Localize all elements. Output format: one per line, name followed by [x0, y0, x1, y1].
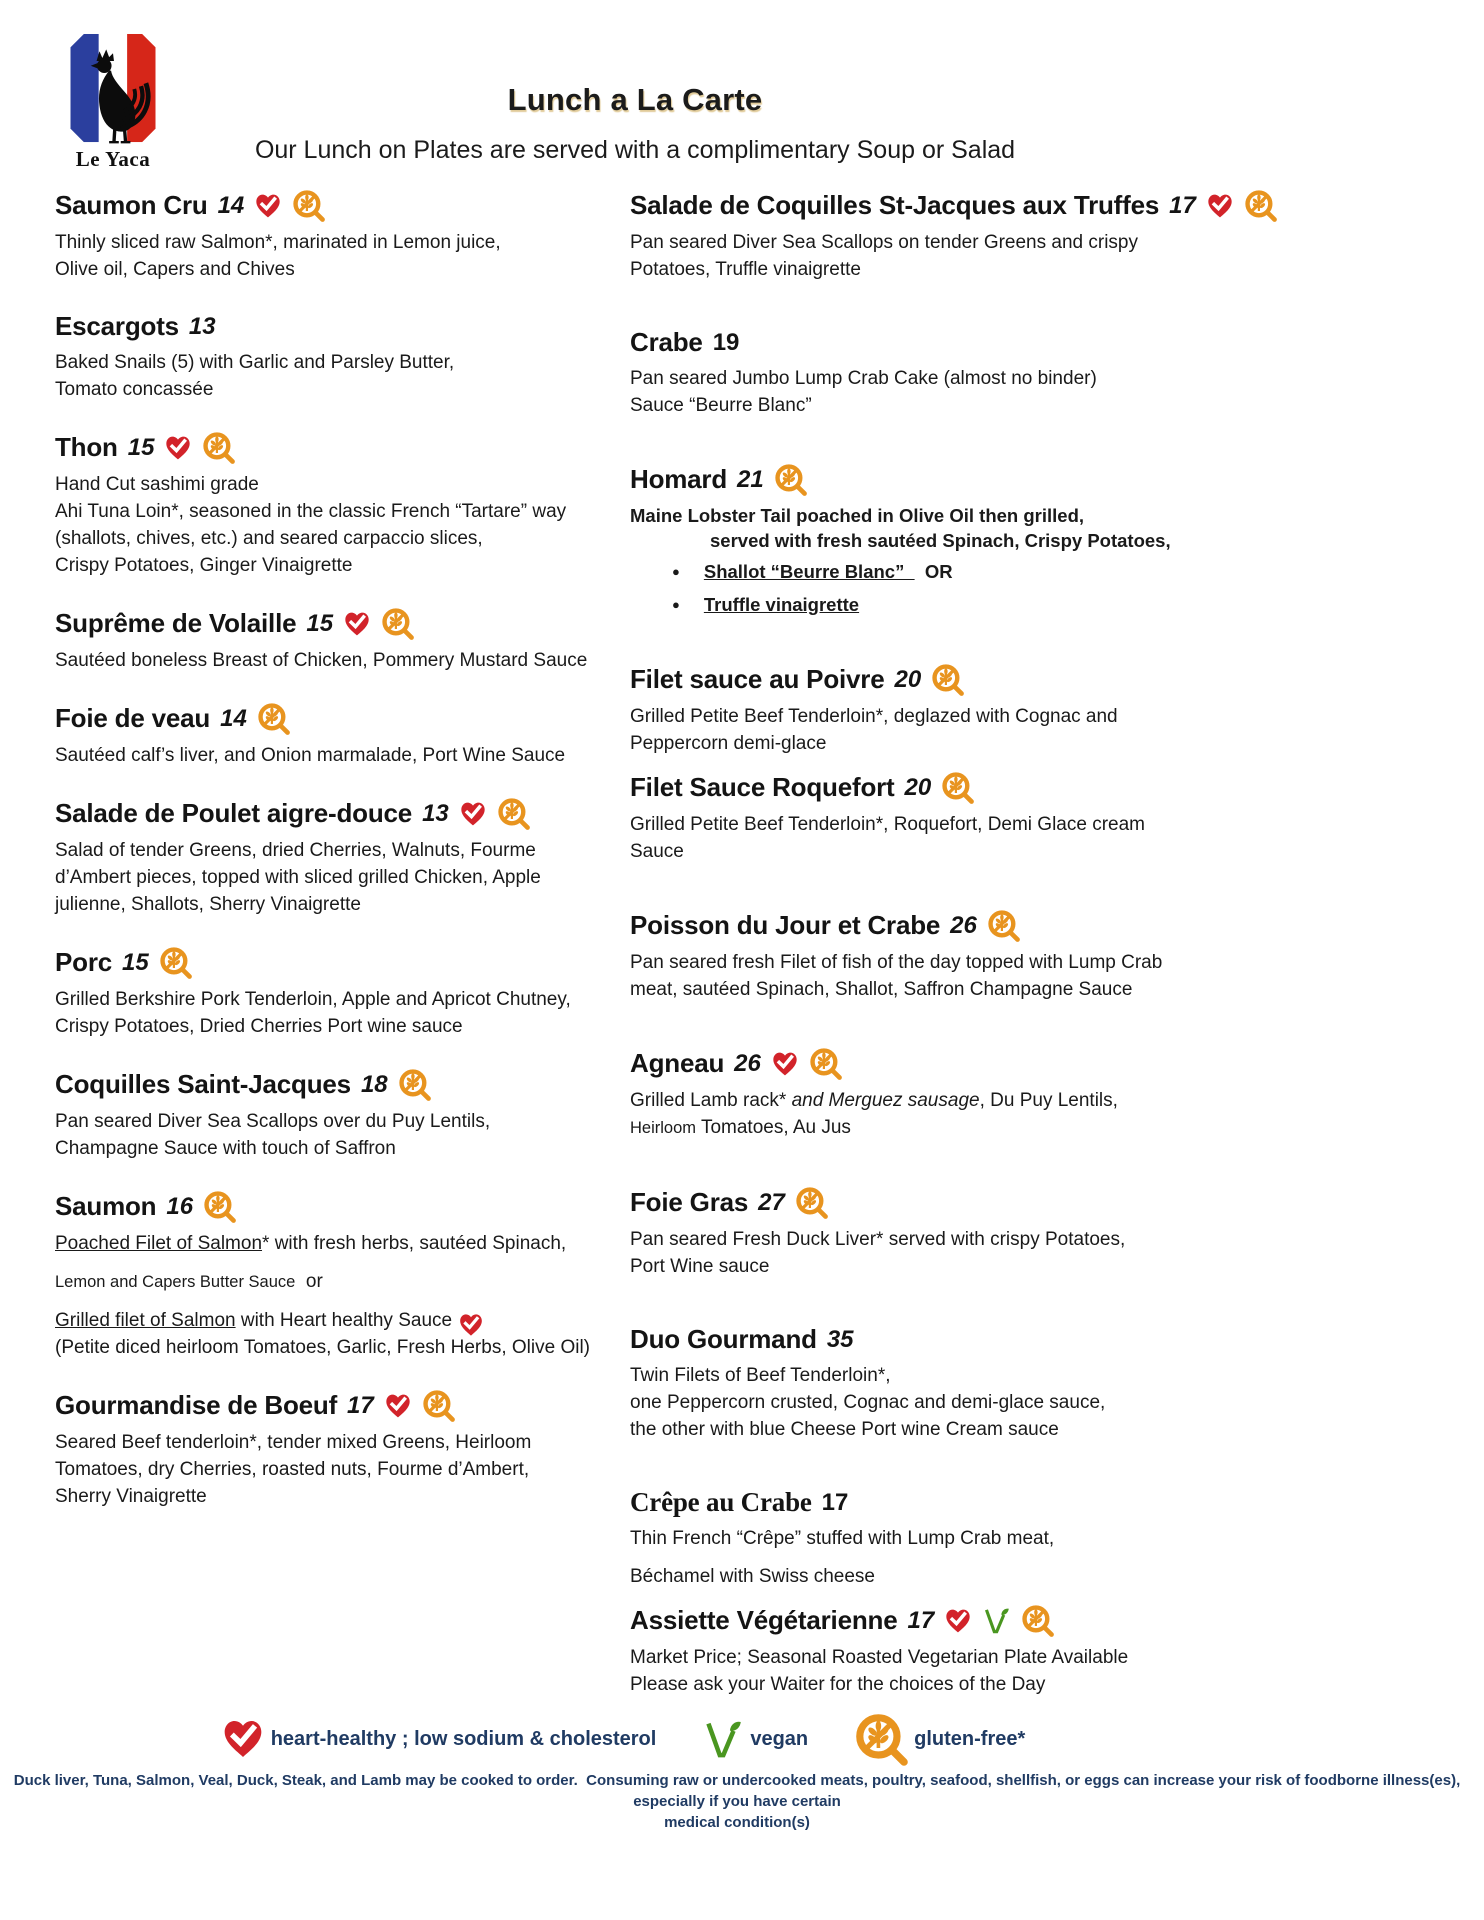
- item-price: 15: [122, 948, 149, 976]
- description-line: [55, 891, 630, 918]
- description-text: Pan seared Diver Sea Scallops on tender Greens and crispy: [630, 232, 1138, 253]
- item-name: Homard: [630, 464, 728, 494]
- description-text: Tomato concassée: [55, 379, 214, 400]
- description-line: [55, 647, 630, 674]
- item-header: [630, 663, 1280, 696]
- description-text: ● Shallot “Beurre Blanc”: [703, 561, 915, 582]
- description-line: [55, 376, 630, 403]
- gluten-free-icon: [381, 607, 414, 640]
- item-name: Escargots: [55, 311, 179, 341]
- description-text: Pan seared Diver Sea Scallops over du Puy Lentils,: [55, 1111, 491, 1132]
- description-text: Olive oil, Capers and Chives: [55, 259, 295, 280]
- description-line: [630, 256, 1280, 283]
- description-line: [55, 837, 630, 864]
- gluten-free-icon: [202, 431, 235, 464]
- gluten-free-icon: [422, 1389, 455, 1422]
- description-line: [55, 1429, 630, 1456]
- description-text: Thin French “Crêpe” stuffed with Lump Crab meat,: [630, 1528, 1055, 1549]
- heart-healthy-label: heart-healthy ; low sodium & cholesterol: [270, 1727, 657, 1750]
- menu-column-right: [630, 189, 1280, 1698]
- item-description: [630, 811, 1280, 865]
- item-name: Filet Sauce Roquefort: [630, 772, 895, 802]
- description-line: [630, 1525, 1280, 1552]
- item-price: 19: [712, 328, 740, 356]
- description-text: Poached Filet of Salmon: [55, 1233, 263, 1254]
- description-text: Potatoes, Truffle vinaigrette: [630, 259, 861, 280]
- item-price: 17: [907, 1606, 935, 1634]
- description-line: [55, 525, 630, 552]
- description-line: [55, 229, 630, 256]
- item-description: [55, 837, 630, 918]
- menu-item-saumon: [55, 1190, 630, 1361]
- page-subtitle: Our Lunch on Plates are served with a complimentary Soup or Salad: [254, 136, 1016, 164]
- description-text: and Merguez sausage: [791, 1090, 980, 1111]
- gluten-free-icon: [292, 189, 325, 222]
- item-name: Salade de Poulet aigre-douce: [55, 798, 413, 828]
- menu-item-crepe-au-crabe: [630, 1487, 1280, 1590]
- description-line: [55, 256, 630, 283]
- description-line: [55, 1483, 630, 1510]
- description-text: Salad of tender Greens, dried Cherries, Walnuts, Fourme: [55, 840, 536, 861]
- item-description: [55, 986, 630, 1040]
- item-price: 21: [737, 465, 764, 493]
- disclaimer-line-2: medical condition(s): [664, 1814, 810, 1831]
- description-text: ● Truffle vinaigrette: [703, 594, 860, 615]
- menu-item-salade-de-poulet-aigre-douce: [55, 797, 630, 918]
- menu-item-escargots: [55, 311, 630, 403]
- description-text: Maine Lobster Tail poached in Olive Oil then grilled,: [630, 505, 1085, 526]
- description-text: served with fresh sautéed Spinach, Crispy Potatoes,: [710, 530, 1171, 551]
- menu-item-filet-sauce-au-poivre: [630, 663, 1280, 757]
- dietary-legend: [0, 1712, 1240, 1766]
- menu-item-coquilles-saint-jacques: [55, 1068, 630, 1162]
- item-price: 17: [1169, 191, 1196, 219]
- description-line: [630, 528, 1280, 553]
- item-description: [55, 742, 630, 769]
- menu-item-assiette-vegetarienne: [630, 1604, 1280, 1698]
- item-name: Saumon: [55, 1191, 157, 1221]
- description-text: (shallots, chives, etc.) and seared carpaccio slices,: [55, 528, 483, 549]
- item-header: [55, 1190, 630, 1223]
- item-price: 15: [306, 609, 334, 637]
- item-description: [630, 1362, 1280, 1443]
- item-name: Poisson du Jour et Crabe: [630, 910, 941, 940]
- gluten-free-icon: [795, 1186, 828, 1219]
- item-description: [55, 1230, 630, 1361]
- description-line: [55, 1135, 630, 1162]
- description-text: * with fresh herbs, sautéed Spinach,: [262, 1233, 567, 1254]
- description-text: julienne, Shallots, Sherry Vinaigrette: [55, 894, 361, 915]
- item-price: 13: [188, 312, 216, 340]
- item-header: [55, 431, 630, 464]
- item-price: 13: [422, 799, 449, 827]
- description-line: [630, 1644, 1280, 1671]
- item-name: Thon: [55, 432, 118, 462]
- disclaimer-line-1: Duck liver, Tuna, Salmon, Veal, Duck, Steak, and Lamb may be cooked to order. Consuming raw or undercooked meats, poultry, seafood, shellfish, or eggs can increase your risk of foodborne illness(es), especially if you have certain: [13, 1772, 1461, 1810]
- item-header: [630, 909, 1280, 942]
- item-description: [55, 229, 630, 283]
- item-description: [630, 1226, 1280, 1280]
- description-line: [630, 1563, 1280, 1590]
- description-text: Béchamel with Swiss cheese: [630, 1566, 875, 1587]
- item-description: [630, 703, 1280, 757]
- description-text: Sherry Vinaigrette: [55, 1486, 207, 1507]
- item-header: [630, 771, 1280, 804]
- menu-footer: [0, 1712, 1484, 1833]
- description-text: Pan seared Jumbo Lump Crab Cake (almost no binder): [630, 368, 1097, 389]
- vegan-label: vegan: [750, 1727, 809, 1750]
- gluten-free-icon: [987, 909, 1020, 942]
- vegan-icon: [982, 1606, 1011, 1635]
- menu-item-agneau: [630, 1047, 1280, 1142]
- description-text: Grilled Berkshire Pork Tenderloin, Apple and Apricot Chutney,: [55, 989, 571, 1010]
- heart-healthy-icon: [458, 1312, 484, 1338]
- description-line: [55, 1307, 630, 1334]
- item-description: [55, 349, 630, 403]
- description-text: Tomatoes, dry Cherries, roasted nuts, Fourme d’Ambert,: [55, 1459, 530, 1480]
- menu-item-porc: [55, 946, 630, 1040]
- heart-healthy-icon: [384, 1392, 412, 1420]
- description-line: [55, 1268, 630, 1296]
- description-text: Lemon and Capers Butter Sauce: [55, 1273, 296, 1291]
- description-text: Sauce: [630, 841, 684, 862]
- item-price: 20: [894, 665, 922, 693]
- description-text: (Petite diced heirloom Tomatoes, Garlic, Fresh Herbs, Olive Oil): [55, 1337, 590, 1358]
- gluten-free-icon: [854, 1712, 908, 1766]
- menu-item-foie-gras: [630, 1186, 1280, 1280]
- description-line: [55, 742, 630, 769]
- description-line: [55, 1334, 630, 1361]
- description-text: Ahi Tuna Loin*, seasoned in the classic French “Tartare” way: [55, 501, 567, 522]
- description-line: [55, 1456, 630, 1483]
- item-header: [630, 1324, 1280, 1355]
- description-text: d’Ambert pieces, topped with sliced grilled Chicken, Apple: [55, 867, 541, 888]
- description-line: [630, 976, 1280, 1003]
- description-line: [55, 1108, 630, 1135]
- description-text: , Du Puy Lentils,: [979, 1090, 1118, 1111]
- item-header: [55, 607, 630, 640]
- item-description: [55, 471, 630, 579]
- menu-item-supreme-de-volaille: [55, 607, 630, 674]
- description-text: one Peppercorn crusted, Cognac and demi-glace sauce,: [630, 1392, 1106, 1413]
- item-header: [630, 1186, 1280, 1219]
- item-name: Crabe: [630, 327, 703, 357]
- menu-item-saumon-cru: [55, 189, 630, 283]
- item-header: [630, 1604, 1280, 1637]
- description-line: [630, 365, 1280, 392]
- description-line: [630, 559, 1280, 586]
- description-text: Peppercorn demi-glace: [630, 733, 827, 754]
- description-text: Baked Snails (5) with Garlic and Parsley Butter,: [55, 352, 455, 373]
- item-description: [630, 949, 1280, 1003]
- item-header: [55, 946, 630, 979]
- description-line: [630, 229, 1280, 256]
- description-line: [630, 1114, 1280, 1142]
- description-line: [630, 1671, 1280, 1698]
- menu-item-thon: [55, 431, 630, 579]
- description-line: [630, 1226, 1280, 1253]
- description-text: Please ask your Waiter for the choices of the Day: [630, 1674, 1046, 1695]
- heart-healthy-icon: [343, 610, 371, 638]
- item-name: Gourmandise de Boeuf: [55, 1390, 338, 1420]
- description-text: the other with blue Cheese Port wine Cream sauce: [630, 1419, 1059, 1440]
- gluten-free-icon: [809, 1047, 842, 1080]
- item-name: Foie Gras: [630, 1187, 749, 1217]
- menu-header: [55, 30, 1215, 171]
- menu-item-crabe: [630, 327, 1280, 419]
- item-description: [55, 1108, 630, 1162]
- item-name: Agneau: [630, 1048, 725, 1078]
- gluten-free-icon: [1021, 1604, 1054, 1637]
- item-description: [630, 1087, 1280, 1142]
- description-line: [55, 471, 630, 498]
- description-text: Heirloom: [630, 1119, 697, 1137]
- gluten-free-icon: [159, 946, 192, 979]
- item-description: [630, 229, 1280, 283]
- gluten-free-icon: [203, 1190, 236, 1223]
- description-line: [630, 730, 1280, 757]
- description-line: [55, 552, 630, 579]
- gluten-free-icon: [497, 797, 530, 830]
- item-name: Salade de Coquilles St-Jacques aux Truffes: [630, 190, 1160, 220]
- heart-healthy-icon: [1206, 192, 1234, 220]
- description-line: [630, 1253, 1280, 1280]
- description-line: [630, 838, 1280, 865]
- menu-column-left: [55, 189, 630, 1510]
- gluten-free-icon: [257, 702, 290, 735]
- item-price: 26: [734, 1049, 761, 1077]
- heart-healthy-icon: [459, 800, 487, 828]
- item-name: Filet sauce au Poivre: [630, 664, 885, 694]
- description-text: Pan seared fresh Filet of fish of the day topped with Lump Crab: [630, 952, 1163, 973]
- item-header: [630, 1487, 1280, 1518]
- description-line: [630, 811, 1280, 838]
- item-price: 35: [826, 1325, 854, 1353]
- gluten-free-icon: [398, 1068, 431, 1101]
- item-description: [630, 1525, 1280, 1590]
- description-text: Tomatoes, Au Jus: [696, 1117, 851, 1138]
- item-header: [55, 797, 630, 830]
- item-price: 16: [166, 1192, 194, 1220]
- gluten-free-icon: [1244, 189, 1277, 222]
- description-text: Grilled Petite Beef Tenderloin*, deglazed with Cognac and: [630, 706, 1118, 727]
- restaurant-logo: [57, 30, 169, 172]
- description-text: Pan seared Fresh Duck Liver* served with crispy Potatoes,: [630, 1229, 1126, 1250]
- item-price: 20: [904, 773, 932, 801]
- item-price: 14: [217, 191, 245, 219]
- item-price: 14: [220, 704, 247, 732]
- item-header: [630, 1047, 1280, 1080]
- item-price: 17: [347, 1391, 374, 1419]
- gluten-free-label: gluten-free*: [914, 1727, 1026, 1750]
- description-text: Crispy Potatoes, Ginger Vinaigrette: [55, 555, 353, 576]
- item-header: [630, 327, 1280, 358]
- disclaimer: [0, 1770, 1474, 1833]
- description-line: [55, 1013, 630, 1040]
- menu-item-duo-gourmand: [630, 1324, 1280, 1443]
- heart-healthy-icon: [164, 434, 192, 462]
- description-text: Sauce “Beurre Blanc”: [630, 395, 812, 416]
- description-line: [55, 1230, 630, 1257]
- item-price: 26: [950, 911, 977, 939]
- heart-healthy-icon: [944, 1607, 972, 1635]
- header-text: [55, 30, 1215, 165]
- menu-item-gourmandise-de-boeuf: [55, 1389, 630, 1510]
- item-name: Suprême de Volaille: [55, 608, 297, 638]
- item-header: [55, 1389, 630, 1422]
- description-line: [630, 392, 1280, 419]
- description-line: [630, 949, 1280, 976]
- heart-healthy-icon: [771, 1050, 799, 1078]
- description-line: [630, 1087, 1280, 1114]
- description-text: Grilled filet of Salmon: [55, 1310, 236, 1331]
- description-text: Thinly sliced raw Salmon*, marinated in Lemon juice,: [55, 232, 501, 253]
- description-line: [55, 349, 630, 376]
- item-header: [55, 702, 630, 735]
- menu-columns: [55, 189, 1484, 1698]
- item-name: Coquilles Saint-Jacques: [55, 1069, 351, 1099]
- item-description: [630, 503, 1280, 619]
- item-header: [630, 463, 1280, 496]
- description-line: [55, 864, 630, 891]
- description-line: [630, 1389, 1280, 1416]
- description-text: Grilled Lamb rack*: [630, 1090, 792, 1111]
- item-description: [630, 365, 1280, 419]
- logo-text: Le Yaca: [75, 147, 151, 171]
- description-line: [630, 1416, 1280, 1443]
- page-title: Lunch a La Carte: [507, 82, 763, 117]
- description-text: Crispy Potatoes, Dried Cherries Port wine sauce: [55, 1016, 463, 1037]
- description-text: Champagne Sauce with touch of Saffron: [55, 1138, 396, 1159]
- item-name: Porc: [55, 947, 113, 977]
- item-price: 17: [821, 1488, 849, 1516]
- item-name: Crêpe au Crabe: [630, 1487, 812, 1517]
- description-text: OR: [914, 561, 953, 582]
- item-description: [630, 1644, 1280, 1698]
- item-name: Assiette Végétarienne: [630, 1605, 898, 1635]
- description-line: [55, 498, 630, 525]
- item-header: [55, 311, 630, 342]
- description-line: [630, 1362, 1280, 1389]
- description-text: meat, sautéed Spinach, Shallot, Saffron Champagne Sauce: [630, 979, 1133, 1000]
- gluten-free-icon: [931, 663, 964, 696]
- french-flag-rooster-icon: [59, 30, 167, 148]
- description-text: Market Price; Seasonal Roasted Vegetarian Plate Available: [630, 1647, 1129, 1668]
- menu-item-homard: [630, 463, 1280, 619]
- menu-item-filet-sauce-roquefort: [630, 771, 1280, 865]
- item-price: 15: [127, 433, 155, 461]
- menu-item-salade-de-coquilles-st-jacques-aux-truffes: [630, 189, 1280, 283]
- item-header: [630, 189, 1280, 222]
- menu-item-poisson-du-jour-et-crabe: [630, 909, 1280, 1003]
- description-text: Seared Beef tenderloin*, tender mixed Greens, Heirloom: [55, 1432, 532, 1453]
- heart-healthy-icon: [221, 1717, 265, 1761]
- description-text: or: [295, 1271, 323, 1292]
- gluten-free-icon: [941, 771, 974, 804]
- vegan-icon: [702, 1718, 744, 1760]
- description-text: Sautéed boneless Breast of Chicken, Pommery Mustard Sauce: [55, 650, 588, 671]
- menu-item-foie-de-veau: [55, 702, 630, 769]
- item-name: Foie de veau: [55, 703, 211, 733]
- description-line: [630, 703, 1280, 730]
- item-header: [55, 189, 630, 222]
- description-text: Port Wine sauce: [630, 1256, 770, 1277]
- description-text: with Heart healthy Sauce: [235, 1310, 453, 1331]
- item-description: [55, 1429, 630, 1510]
- heart-healthy-icon: [254, 192, 282, 220]
- description-text: Hand Cut sashimi grade: [55, 474, 259, 495]
- item-name: Saumon Cru: [55, 190, 208, 220]
- item-price: 27: [758, 1188, 785, 1216]
- description-line: [55, 986, 630, 1013]
- item-price: 18: [360, 1070, 388, 1098]
- item-header: [55, 1068, 630, 1101]
- description-text: Sautéed calf’s liver, and Onion marmalade, Port Wine Sauce: [55, 745, 566, 766]
- gluten-free-icon: [774, 463, 807, 496]
- item-name: Duo Gourmand: [630, 1324, 817, 1354]
- description-text: Twin Filets of Beef Tenderloin*,: [630, 1365, 891, 1386]
- description-line: [630, 503, 1280, 528]
- description-line: [630, 592, 1280, 619]
- item-description: [55, 647, 630, 674]
- description-text: Grilled Petite Beef Tenderloin*, Roquefort, Demi Glace cream: [630, 814, 1146, 835]
